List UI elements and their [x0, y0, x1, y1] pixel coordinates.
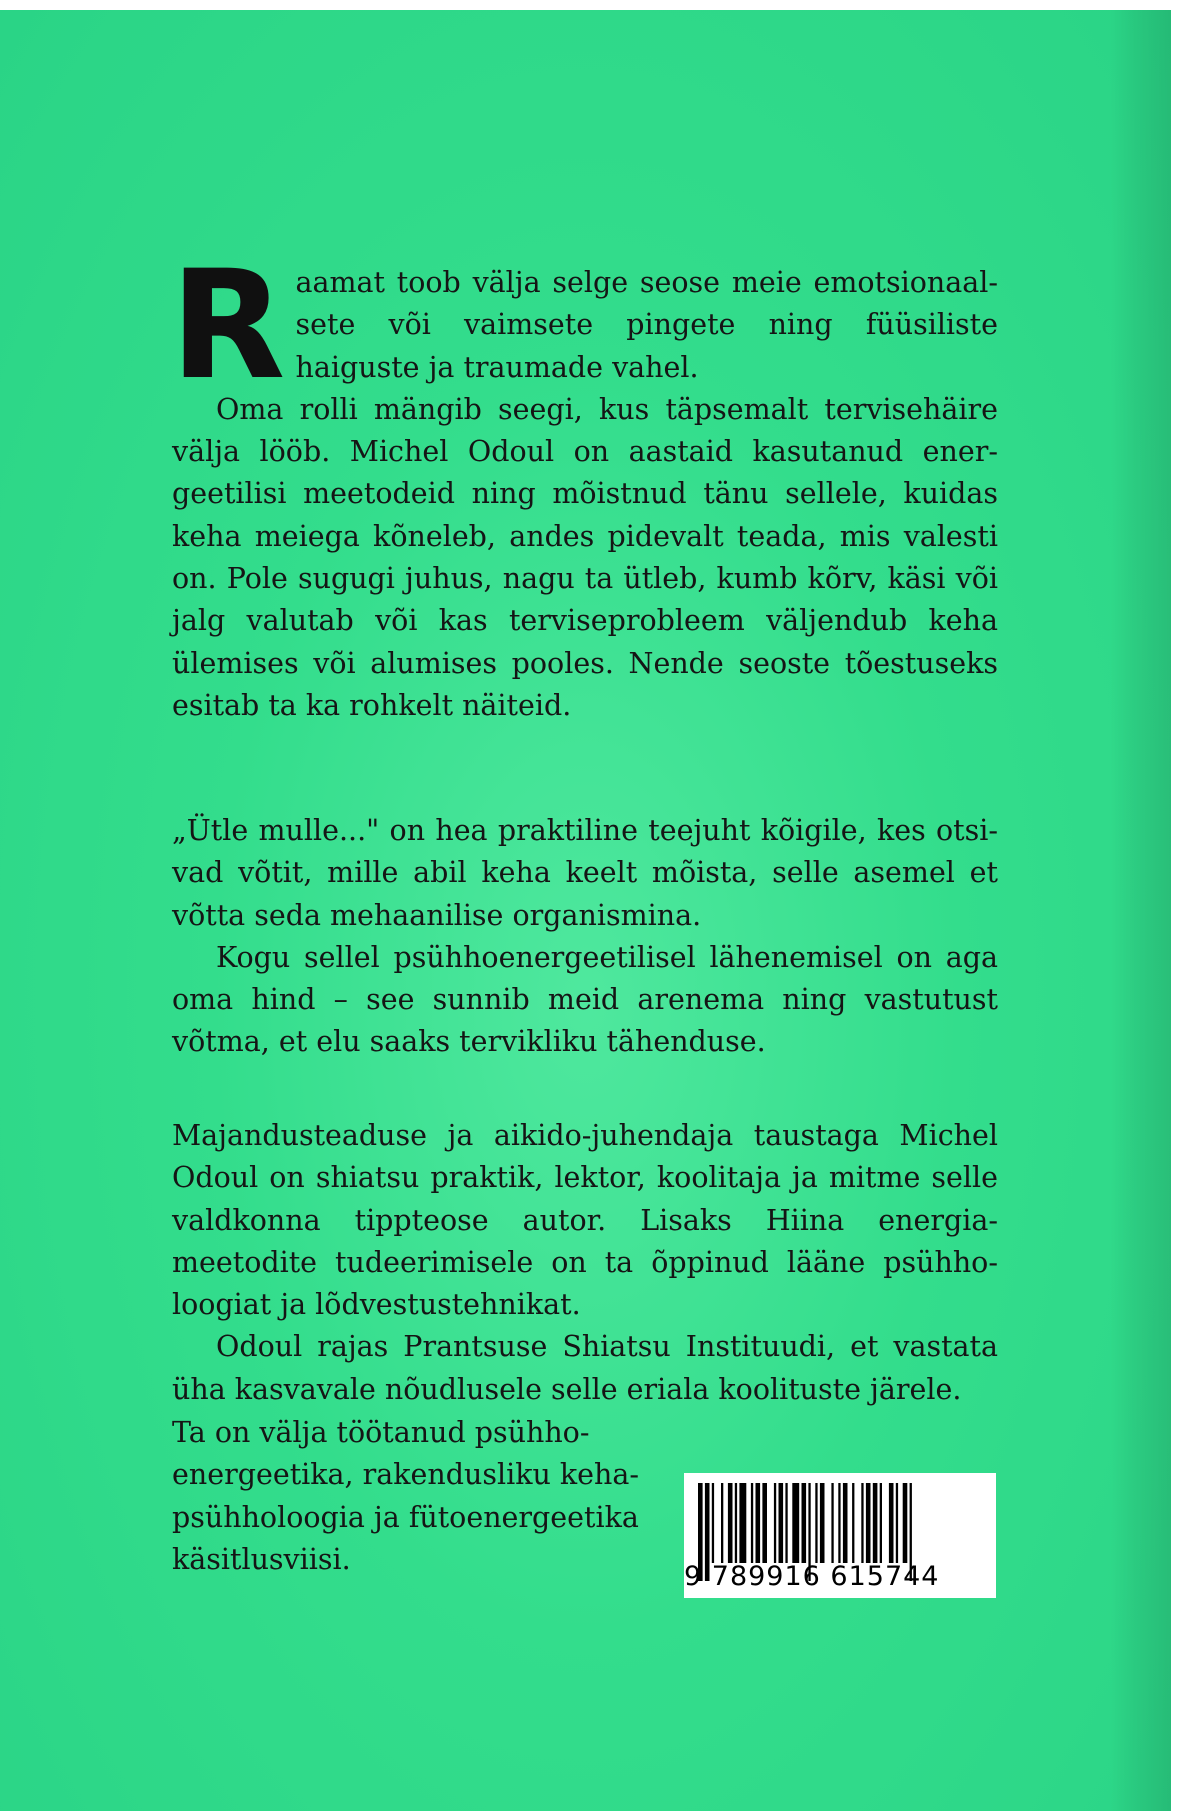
paragraph-7: Ta on välja töötanud psühhoenergeetika, rakendusliku kehapsühholoogia ja fütoenergeetika käsitlusviisi.	[172, 1416, 640, 1576]
barcode-bar	[728, 1483, 733, 1563]
barcode-bar	[903, 1483, 908, 1563]
isbn-barcode	[684, 1473, 996, 1598]
barcode-bar	[843, 1483, 848, 1563]
barcode-bar	[820, 1483, 825, 1563]
author-bio-section	[172, 1115, 998, 1411]
barcode-bar	[756, 1483, 761, 1563]
barcode-bar	[838, 1483, 840, 1563]
paragraph-4: Kogu sellel psühhoenergeetilisel lähenemisel on aga oma hind – see sunnib meid arenema ning vastutust võtma, et elu saaks tervikliku tähenduse.	[172, 940, 998, 1059]
barcode-bar	[785, 1483, 787, 1563]
paragraph-6: Odoul rajas Prantsuse Shiatsu Instituudi, et vastata üha kasvavale nõudlusele selle eriala koolituste järele.	[172, 1330, 998, 1406]
barcode-bar	[889, 1483, 894, 1563]
paragraph-3: „Ütle mulle..." on hea praktiline teejuht kõigile, kes otsivad võtit, mille abil keha keelt mõista, selle asemel et võtta seda mehaanilise organismina.	[172, 814, 998, 932]
barcode-bar	[735, 1483, 737, 1563]
paragraph-5: Majandusteaduse ja aikido-juhendaja taustaga Michel Odoul on shiatsu praktik, lektor, koolitaja ja mitme selle valdkonna tippteose autor. Lisaks Hiina energiameetodite tudeerimisele on ta õppinud lääne psühholoogiat ja lõdvestustehnikat.	[172, 1119, 998, 1322]
barcode-bar	[712, 1483, 714, 1563]
barcode-bar	[866, 1483, 871, 1563]
barcode-bar	[815, 1483, 817, 1563]
spine-shadow	[1110, 10, 1171, 1811]
barcode-bar	[802, 1483, 807, 1563]
paragraph-2: Oma rolli mängib seegi, kus täpsemalt tervisehäire välja lööb. Michel Odoul on aastaid kasutanud energeetilisi meetodeid ning mõistnud tänu sellele, kuidas keha meiega kõneleb, andes pidevalt teada, mis valesti on. Pole sugugi juhus, nagu ta ütleb, kumb kõrv, käsi või jalg valutab või kas terviseprobleem väljendub keha ülemises või alumises pooles. Nende seoste tõestuseks esitab ta ka rohkelt näiteid.	[172, 392, 998, 722]
barcode-bar	[880, 1483, 882, 1563]
barcode-bar	[852, 1483, 854, 1563]
blurb-section-2	[172, 810, 998, 1064]
barcode-bar	[751, 1483, 753, 1563]
barcode-digits: 9 789916 615744	[684, 1561, 940, 1592]
barcode-bar	[896, 1483, 898, 1563]
barcode-bar	[779, 1483, 784, 1563]
author-bio-end	[172, 1412, 642, 1581]
blurb-section-1	[170, 239, 998, 727]
drop-cap: R	[170, 239, 286, 413]
barcode-bar	[873, 1483, 878, 1563]
barcode-bar	[792, 1483, 799, 1563]
barcode-bar	[762, 1483, 767, 1563]
barcode-bar	[739, 1483, 746, 1563]
paragraph-1	[170, 239, 998, 413]
paragraph-1-text: aamat toob välja selge seose meie emotsionaalsete või vaimsete pingete ning füüsiliste haiguste ja traumade vahel.	[295, 266, 998, 384]
barcode-bar	[861, 1483, 863, 1563]
barcode-bar	[831, 1483, 833, 1563]
barcode-bar	[774, 1483, 776, 1563]
barcode-bar	[721, 1483, 723, 1563]
